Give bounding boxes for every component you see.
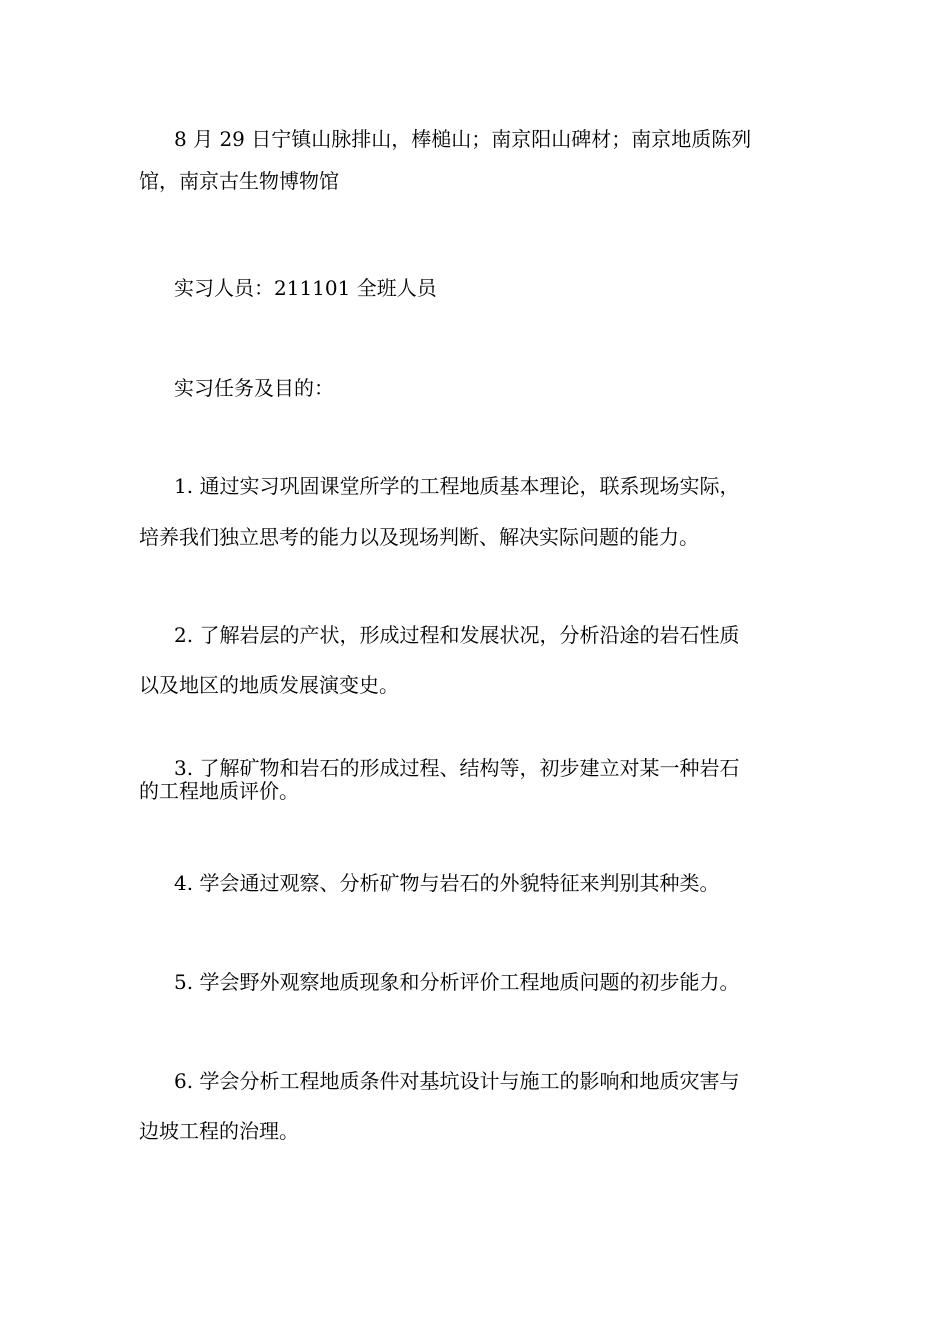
paragraph-line: 2. 了解岩层的产状，形成过程和发展状况，分析沿途的岩石性质 <box>174 623 740 647</box>
objective-item-1 <box>139 476 829 547</box>
paragraph-line: 1. 通过实习巩固课堂所学的工程地质基本理论，联系现场实际， <box>174 474 740 498</box>
paragraph-schedule <box>139 129 829 191</box>
objective-item-3 <box>139 758 829 801</box>
paragraph-line: 5. 学会野外观察地质现象和分析评价工程地质问题的初步能力。 <box>174 970 740 994</box>
paragraph-line: 8 月 29 日宁镇山脉排山，棒槌山；南京阳山碑材；南京地质陈列 <box>174 127 752 151</box>
objective-item-6 <box>139 1071 829 1141</box>
paragraph-line: 实习任务及目的： <box>174 376 334 400</box>
objective-item-2 <box>139 625 829 695</box>
paragraph-line: 边坡工程的治理。 <box>139 1119 299 1143</box>
paragraph-line: 6. 学会分析工程地质条件对基坑设计与施工的影响和地质灾害与 <box>174 1069 740 1093</box>
paragraph-line: 4. 学会通过观察、分析矿物与岩石的外貌特征来判别其种类。 <box>174 871 720 895</box>
paragraph-participants <box>139 278 829 298</box>
paragraph-line: 3. 了解矿物和岩石的形成过程、结构等，初步建立对某一种岩石 <box>174 756 740 780</box>
paragraph-line: 实习人员：211101 全班人员 <box>174 276 437 300</box>
objective-item-4 <box>139 873 829 893</box>
paragraph-line: 培养我们独立思考的能力以及现场判断、解决实际问题的能力。 <box>139 525 699 549</box>
paragraph-line: 以及地区的地质发展演变史。 <box>139 673 399 697</box>
paragraph-objectives-heading <box>139 378 829 398</box>
objective-item-5 <box>139 972 829 992</box>
paragraph-line: 馆，南京古生物博物馆 <box>139 169 339 193</box>
paragraph-line: 的工程地质评价。 <box>139 779 299 803</box>
